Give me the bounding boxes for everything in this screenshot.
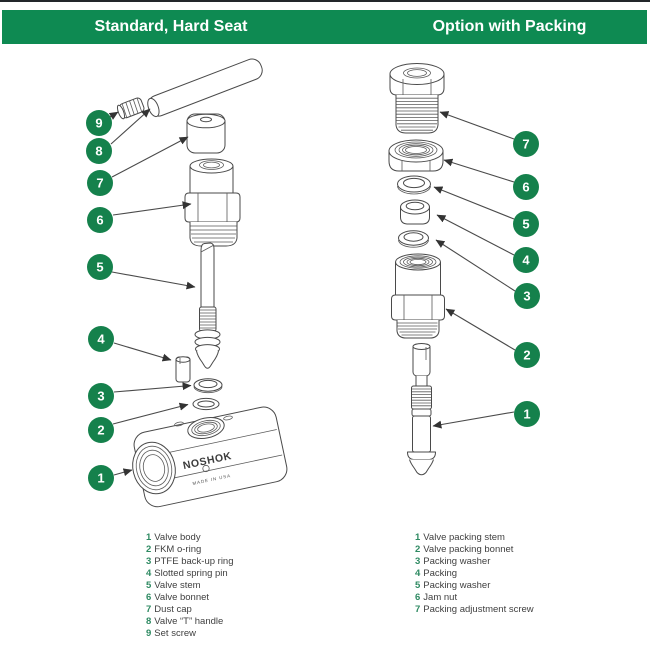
svg-text:3: 3 [523,288,531,304]
standard-assembly [86,56,289,509]
header-title-standard: Standard, Hard Seat [94,18,248,35]
svg-text:6: 6 [522,179,530,195]
legend-item: 1 Valve packing stem [415,532,505,543]
svg-text:3: 3 [97,388,105,404]
packing-adjustment-screw-part [390,64,444,134]
legend-item: 3 Packing washer [415,556,491,567]
legend-item: 7 Packing adjustment screw [415,604,534,615]
slotted-spring-pin-part [176,357,190,382]
leader-lines-right [433,112,515,426]
callout-8 [86,138,112,164]
valve-body-part [127,405,289,509]
legend-item: 8 Valve “T” handle [146,616,224,627]
svg-text:2: 2 [97,422,105,438]
packing-assembly [389,64,540,475]
valve-t-handle-part [145,56,265,119]
ptfe-backup-ring-part [194,379,222,393]
callout-3 [514,283,540,309]
callout-3 [88,383,114,409]
callout-2 [514,342,540,368]
header-title-packing: Option with Packing [432,18,587,35]
callout-4 [513,247,539,273]
svg-text:4: 4 [522,252,530,268]
legend-item: 1 Valve body [146,532,201,543]
callout-7 [513,131,539,157]
valve-bonnet-part [185,159,240,246]
legend-item: 7 Dust cap [146,604,192,615]
svg-text:4: 4 [97,331,105,347]
legend-item: 4 Packing [415,568,458,579]
svg-text:7: 7 [96,175,104,191]
svg-text:5: 5 [522,216,530,232]
jam-nut-part [389,140,443,171]
set-screw-part [116,97,145,120]
svg-text:1: 1 [97,470,105,486]
svg-text:2: 2 [523,347,531,363]
legend-item: 2 FKM o-ring [146,544,202,555]
callouts-left [86,110,114,491]
dust-cap-part [187,114,225,153]
legend-item: 9 Set screw [146,628,197,639]
svg-text:8: 8 [95,143,103,159]
valve-packing-bonnet-part [392,254,445,338]
legend-item: 5 Valve stem [146,580,201,591]
legend-item: 3 PTFE back-up ring [146,556,234,567]
packing-part [401,200,430,224]
legend-item: 4 Slotted spring pin [146,568,228,579]
svg-text:5: 5 [96,259,104,275]
callout-5 [513,211,539,237]
valve-stem-part [195,243,220,368]
svg-text:6: 6 [96,212,104,228]
callout-2 [88,417,114,443]
callout-4 [88,326,114,352]
callout-9 [86,110,112,136]
legend-item: 6 Valve bonnet [146,592,210,603]
svg-text:1: 1 [523,406,531,422]
callout-1 [514,401,540,427]
legend-item: 2 Valve packing bonnet [415,544,514,555]
valve-body-origin-text: MADE IN USA [192,473,232,487]
svg-text:9: 9 [95,115,103,131]
callout-1 [88,465,114,491]
callout-7 [87,170,113,196]
leader-lines-left [110,109,195,475]
callout-6 [87,207,113,233]
valve-body-brand-text: NOSHOK [181,450,233,473]
legend-item: 5 Packing washer [415,580,491,591]
legend-packing [415,532,534,616]
legend-standard [146,532,234,640]
legend-item: 6 Jam nut [415,592,458,603]
packing-washer-lower-part [399,231,429,247]
svg-text:7: 7 [522,136,530,152]
fkm-o-ring-part [193,398,219,409]
callout-6 [513,174,539,200]
callout-5 [87,254,113,280]
packing-washer-upper-part [398,176,431,194]
valve-packing-stem-part [408,344,436,475]
callouts-right [513,131,540,427]
